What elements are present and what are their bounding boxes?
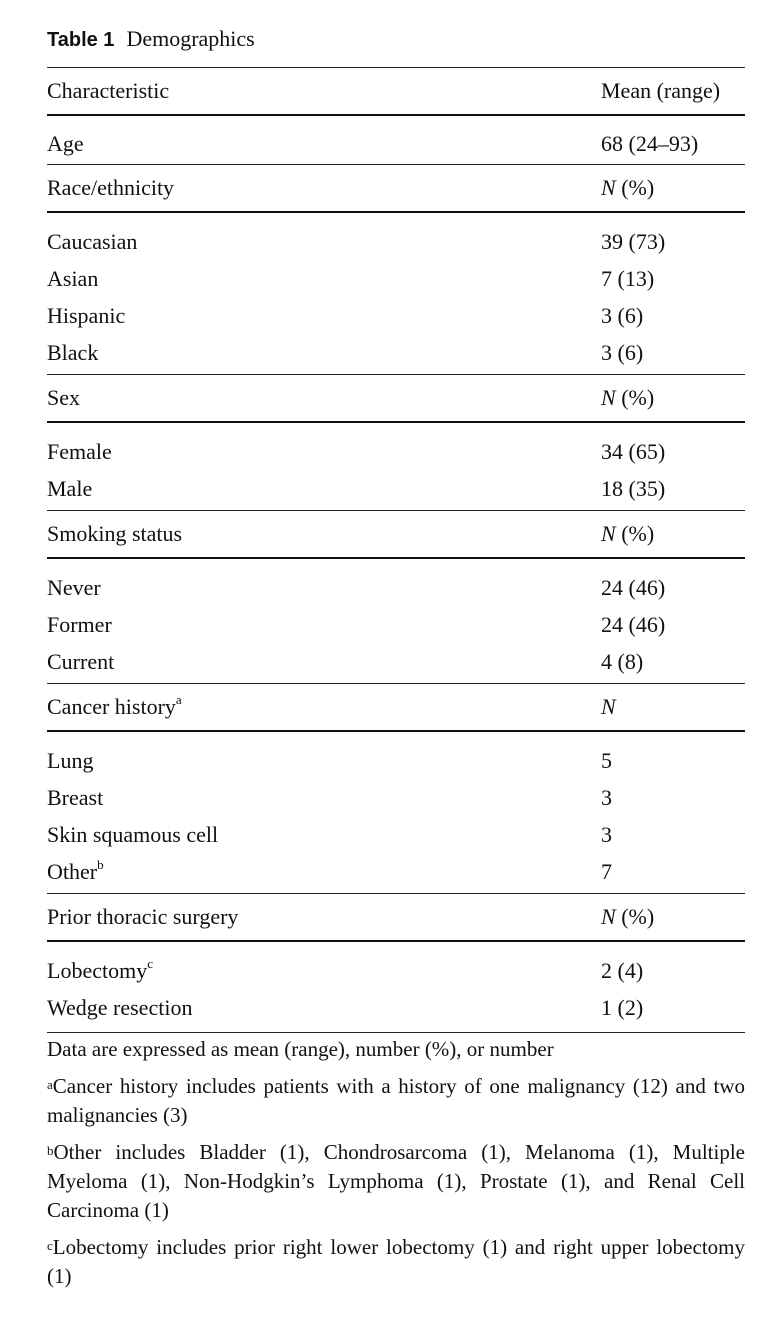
section-label-text: Sex — [47, 385, 80, 410]
table-row — [47, 433, 745, 470]
unit-n: N — [601, 521, 616, 546]
unit-n: N — [601, 385, 616, 410]
section-rows — [47, 732, 745, 894]
unit-suffix: (%) — [615, 904, 655, 929]
table-number: Table 1 — [47, 29, 115, 51]
table-row — [47, 989, 745, 1026]
row-label-text: Former — [47, 611, 112, 637]
demographics-table — [47, 67, 745, 1033]
unit-n: N — [601, 694, 616, 719]
section-unit — [601, 385, 745, 411]
footnote-text: Data are expressed as mean (range), number (%), or number — [47, 1037, 554, 1061]
row-label-text: Never — [47, 574, 101, 600]
row-label-text: Asian — [47, 265, 99, 291]
row-label — [47, 575, 601, 601]
row-value: 39 (73) — [601, 228, 666, 254]
row-value: 24 (46) — [601, 611, 666, 637]
section-rows — [47, 942, 745, 1033]
table-title — [47, 26, 255, 52]
unit-suffix: (%) — [615, 175, 655, 200]
table-row — [47, 260, 745, 297]
row-value: 1 (2) — [601, 994, 644, 1020]
footnote-marker: a — [47, 1077, 53, 1092]
section-rows — [47, 213, 745, 375]
footnote — [47, 1138, 745, 1225]
row-label — [47, 340, 601, 366]
row-label — [47, 439, 601, 465]
row-value: 3 — [601, 784, 612, 810]
footnote — [47, 1233, 745, 1291]
footnote-text: Other includes Bladder (1), Chondrosarcoma (1), Melanoma (1), Multiple Myeloma (1), Non-Hodgkin’s Lymphoma (1), Prostate (1), and Renal Cell Carcinoma (1) — [47, 1140, 745, 1222]
unit-n: N — [601, 904, 616, 929]
row-label-text: Black — [47, 339, 99, 365]
row-label-text: Male — [47, 475, 93, 501]
row-label-text: Lung — [47, 747, 94, 773]
row-label — [47, 785, 601, 811]
section-label — [47, 904, 601, 930]
row-label — [47, 303, 601, 329]
row-value: 7 (13) — [601, 265, 655, 291]
footnote — [47, 1035, 745, 1064]
table-row — [47, 816, 745, 853]
row-label-text: Caucasian — [47, 228, 138, 254]
row-label — [47, 955, 601, 984]
row-label-text: Hispanic — [47, 302, 126, 328]
unit-n: N — [601, 175, 616, 200]
section-unit — [601, 904, 745, 930]
row-label — [47, 822, 601, 848]
section-label — [47, 694, 601, 720]
section-label-text: Smoking status — [47, 521, 183, 546]
table-header — [47, 68, 745, 116]
section-header-row — [47, 165, 745, 213]
row-label — [47, 229, 601, 255]
table-row — [47, 952, 745, 989]
row-value: 24 (46) — [601, 574, 666, 600]
section-header-row — [47, 684, 745, 732]
section-header-row — [47, 375, 745, 423]
row-value: 68 (24–93) — [601, 131, 699, 156]
section-unit — [601, 521, 745, 547]
footnote-marker: a — [175, 692, 182, 707]
row-label-text: Female — [47, 438, 112, 464]
table-row — [47, 569, 745, 606]
row-label — [47, 612, 601, 638]
section-rows — [47, 559, 745, 684]
footnote-marker: b — [97, 856, 104, 872]
table-row-age — [47, 116, 745, 165]
table-row — [47, 223, 745, 260]
row-label: Age — [47, 131, 84, 156]
row-label — [47, 649, 601, 675]
row-label — [47, 476, 601, 502]
row-value: 5 — [601, 747, 612, 773]
row-label-text: Wedge resection — [47, 994, 193, 1020]
section-label — [47, 175, 601, 201]
row-value: 3 — [601, 821, 612, 847]
row-value: 4 (8) — [601, 648, 644, 674]
row-value: 7 — [601, 858, 612, 884]
row-value: 34 (65) — [601, 438, 666, 464]
table-row — [47, 334, 745, 371]
table-footnotes — [47, 1035, 745, 1299]
footnote-text: Cancer history includes patients with a history of one malignancy (12) and two malignancies (3) — [47, 1074, 745, 1127]
footnote-marker: c — [147, 955, 153, 971]
row-value: 3 (6) — [601, 339, 644, 365]
row-label — [47, 266, 601, 292]
section-label — [47, 521, 601, 547]
table-sections — [47, 165, 745, 1033]
table-row — [47, 643, 745, 680]
table-row — [47, 742, 745, 779]
header-characteristic: Characteristic — [47, 78, 170, 103]
row-label-text: Skin squamous cell — [47, 821, 219, 847]
row-label — [47, 748, 601, 774]
section-label — [47, 385, 601, 411]
section-label-text: Prior thoracic surgery — [47, 904, 239, 929]
row-value: 3 (6) — [601, 302, 644, 328]
table-row — [47, 297, 745, 334]
table-row — [47, 779, 745, 816]
row-label — [47, 995, 601, 1021]
table-row — [47, 470, 745, 507]
footnote — [47, 1072, 745, 1130]
row-value: 18 (35) — [601, 475, 666, 501]
row-label-text: Current — [47, 648, 115, 674]
section-header-row — [47, 511, 745, 559]
footnote-text: Lobectomy includes prior right lower lobectomy (1) and right upper lobectomy (1) — [47, 1235, 745, 1288]
section-label-text: Race/ethnicity — [47, 175, 175, 200]
section-header-row — [47, 894, 745, 942]
section-unit — [601, 694, 745, 720]
section-rows — [47, 423, 745, 511]
section-unit — [601, 175, 745, 201]
row-label-text: Breast — [47, 784, 104, 810]
row-label-text: Other — [47, 858, 98, 884]
row-label-text: Lobectomy — [47, 957, 148, 983]
row-value: 2 (4) — [601, 957, 644, 983]
unit-suffix: (%) — [615, 521, 655, 546]
row-label — [47, 856, 601, 885]
table-row — [47, 853, 745, 890]
footnote-marker: b — [47, 1143, 54, 1158]
section-label-text: Cancer history — [47, 694, 176, 719]
table-caption: Demographics — [126, 26, 255, 51]
header-mean-range: Mean (range) — [601, 78, 721, 103]
unit-suffix: (%) — [615, 385, 655, 410]
footnote-marker: c — [47, 1238, 53, 1253]
table-row — [47, 606, 745, 643]
